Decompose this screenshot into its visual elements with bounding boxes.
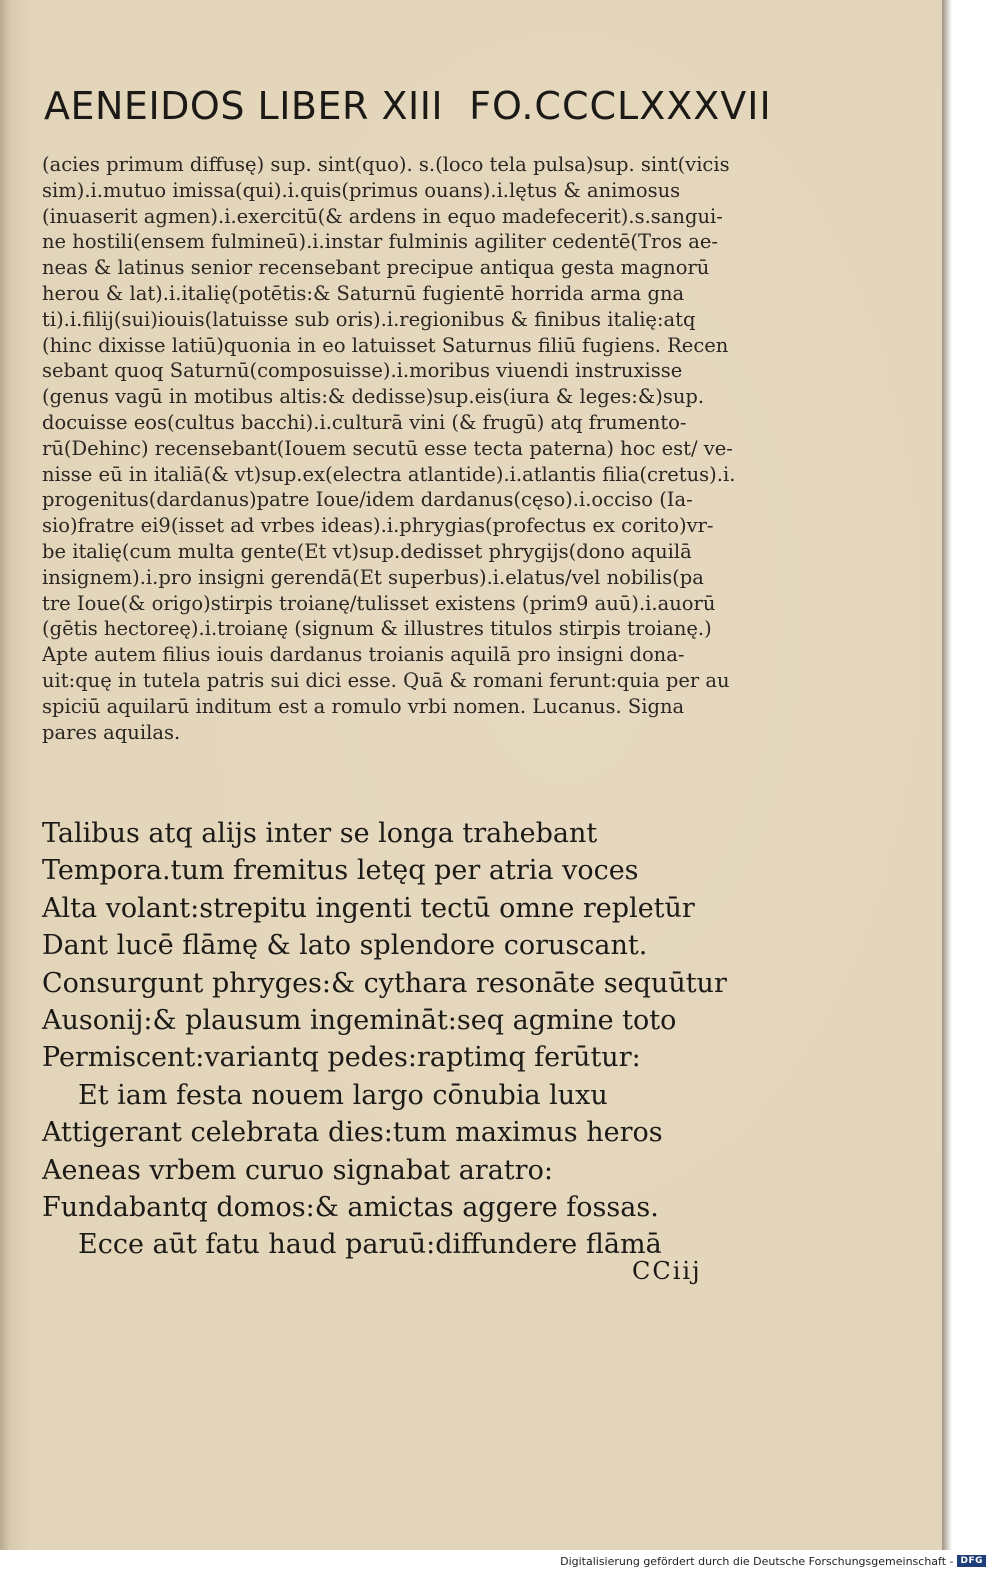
commentary-line: nisse eū in italiā(& vt)sup.ex(electra atlantide).i.atlantis filia(cretus).i. bbox=[42, 462, 736, 486]
commentary-line: uit:quę in tutela patris sui dici esse. Quā & romani ferunt:quia per au bbox=[42, 668, 730, 692]
running-header bbox=[44, 84, 914, 128]
funding-text: Digitalisierung gefördert durch die Deutsche Forschungsgemeinschaft - bbox=[560, 1554, 954, 1568]
commentary-line: be italię(cum multa gente(Et vt)sup.dedisset phrygijs(dono aquilā bbox=[42, 539, 692, 563]
verse-line: Ausonij:& plausum ingemināt:seq agmine toto bbox=[42, 1005, 677, 1037]
verse-line: Alta volant:strepitu ingenti tectū omne repletūr bbox=[42, 892, 695, 924]
verse-block bbox=[42, 815, 902, 1264]
commentary-line: sim).i.mutuo imissa(qui).i.quis(primus ouans).i.lętus & animosus bbox=[42, 178, 681, 202]
commentary-line: rū(Dehinc) recensebant(Iouem secutū esse tecta paterna) hoc est/ ve- bbox=[42, 436, 733, 460]
signature-mark: CCiij bbox=[632, 1257, 702, 1285]
verse-line: Talibus atq alijs inter se longa trahebant bbox=[42, 818, 598, 849]
commentary-line: ne hostili(ensem fulmineū).i.instar fulminis agiliter cedentē(Tros ae- bbox=[42, 230, 719, 254]
commentary-line: spiciū aquilarū inditum est a romulo vrbi nomen. Lucanus. Signa bbox=[42, 694, 685, 718]
dfg-logo-icon: DFG bbox=[957, 1555, 986, 1567]
commentary-line: (acies primum diffusę) sup. sint(quo). s.(loco tela pulsa)sup. sint(vicis bbox=[42, 153, 730, 176]
commentary-line: neas & latinus senior recensebant precipue antiqua gesta magnorū bbox=[42, 256, 710, 280]
commentary-line: progenitus(dardanus)patre Ioue/idem dardanus(cęso).i.occiso (Ia- bbox=[42, 488, 693, 512]
commentary-line: tre Ioue(& origo)stirpis troianę/tulisset existens (prim9 auū).i.auorū bbox=[42, 591, 716, 615]
commentary-line: docuisse eos(cultus bacchi).i.culturā vini (& frugū) atq frumento- bbox=[42, 410, 687, 434]
verse-line: Et iam festa nouem largo cōnubia luxu bbox=[78, 1079, 608, 1111]
verse-line: Consurgunt phryges:& cythara resonāte sequūtur bbox=[42, 967, 727, 999]
commentary-line: (inuaserit agmen).i.exercitū(& ardens in equo madefecerit).s.sangui- bbox=[42, 204, 723, 228]
commentary-line: sio)fratre ei9(isset ad vrbes ideas).i.phrygias(profectus ex corito)vr- bbox=[42, 514, 714, 538]
folio-number: FO.CCCLXXXVII bbox=[469, 84, 772, 128]
commentary-line: Apte autem filius iouis dardanus troianis aquilā pro insigni dona- bbox=[42, 643, 685, 667]
verse-line: Dant lucē flāmę & lato splendore coruscant. bbox=[42, 930, 648, 962]
verse-line: Ecce aūt fatu haud paruū:diffundere flāmā bbox=[78, 1229, 662, 1261]
commentary-line: (gētis hectoreę).i.troianę (signum & illustres titulos stirpis troianę.) bbox=[42, 617, 712, 641]
page-edge-shadow bbox=[942, 0, 952, 1550]
commentary-line: insignem).i.pro insigni gerendā(Et superbus).i.elatus/vel nobilis(pa bbox=[42, 565, 704, 589]
verse-line: Fundabantq domos:& amictas aggere fossas. bbox=[42, 1192, 659, 1224]
verse-line: Aeneas vrbem curuo signabat aratro: bbox=[42, 1154, 553, 1186]
verse-line: Tempora.tum fremitus letęq per atria voces bbox=[42, 855, 639, 887]
commentary-block bbox=[42, 152, 912, 745]
commentary-line: (genus vagū in motibus altis:& dedisse)sup.eis(iura & leges:&)sup. bbox=[42, 385, 705, 409]
verse-line: Permiscent:variantq pedes:raptimq ferūtur: bbox=[42, 1042, 641, 1074]
commentary-line: (hinc dixisse latiū)quonia in eo latuisset Saturnus filiū fugiens. Recen bbox=[42, 333, 729, 357]
funding-footer bbox=[560, 1551, 986, 1571]
verse-line: Attigerant celebrata dies:tum maximus heros bbox=[42, 1117, 663, 1149]
commentary-line: ti).i.filij(sui)iouis(latuisse sub oris).i.regionibus & finibus italię:atq bbox=[42, 307, 696, 331]
commentary-line: sebant quoq Saturnū(composuisse).i.moribus viuendi instruxisse bbox=[42, 359, 683, 383]
commentary-line: pares aquilas. bbox=[42, 720, 181, 744]
running-title: AENEIDOS LIBER XIII bbox=[44, 84, 444, 128]
commentary-line: herou & lat).i.italię(potētis:& Saturnū fugientē horrida arma gna bbox=[42, 281, 685, 305]
